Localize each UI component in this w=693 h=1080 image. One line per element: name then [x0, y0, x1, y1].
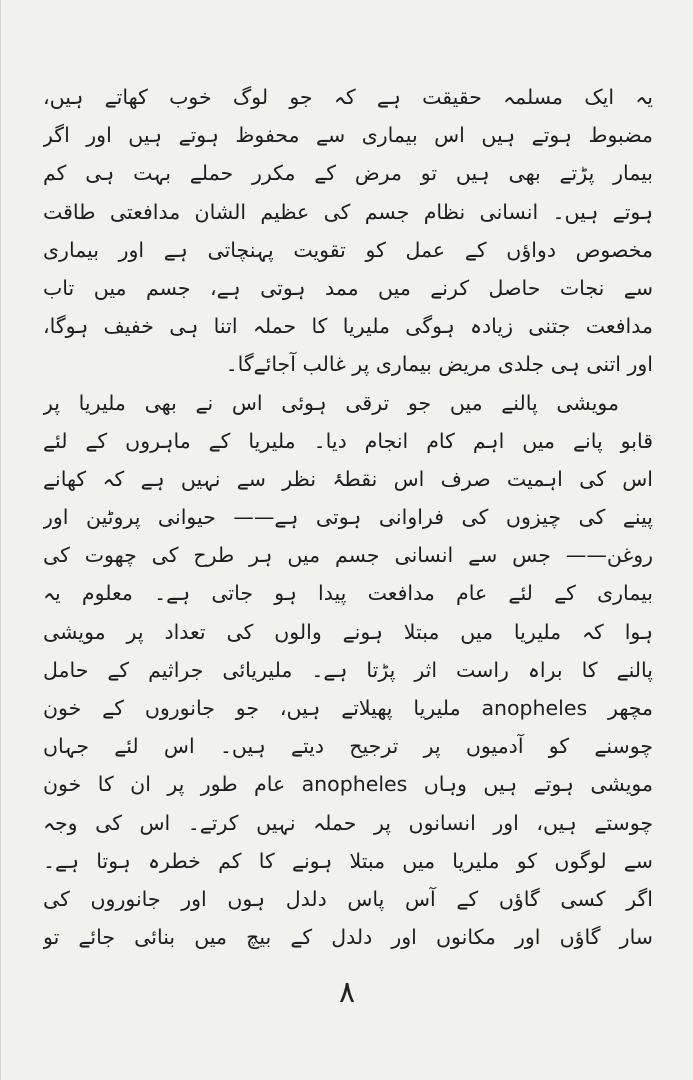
- text-line: مخصوص دواؤں کے عمل کو تقویت پہنچاتی ہے اور بیماری: [43, 237, 653, 262]
- text-line: چوستے ہیں، اور انسانوں پر حملہ نہیں کرتے۔ اس کی وجہ: [43, 810, 653, 835]
- body-text: [43, 78, 653, 956]
- text-line: بیماری کے لئے عام مدافعت پیدا ہو جاتی ہے۔ معلوم یہ: [43, 581, 653, 606]
- text-line: ہوتے ہیں۔ انسانی نظام جسم کی عظیم الشان مدافعتی طاقت: [43, 199, 653, 224]
- page-number: ۸: [338, 975, 356, 1010]
- text-line: روغن—— جس سے انسانی جسم میں ہر طرح کی چھوت کی: [43, 543, 653, 568]
- text-line: ہوا کہ ملیریا میں مبتلا ہونے والوں کی تعداد پر مویشی: [43, 619, 653, 644]
- text-line: چوسنے کو آدمیوں پر ترجیح دیتے ہیں۔ اس لئے جہاں: [43, 734, 653, 759]
- text-line: اگر کسی گاؤں کے آس پاس دلدل ہوں اور جانوروں کی: [43, 886, 653, 911]
- text-line: بیمار پڑتے بھی ہیں تو مرض کے مکرر حملے بہت ہی کم: [43, 161, 653, 186]
- text-line: یہ ایک مسلمہ حقیقت ہے کہ جو لوگ خوب کھاتے ہیں،: [43, 85, 653, 109]
- text-line: قابو پانے میں اہم کام انجام دیا۔ ملیریا کے ماہروں کے لئے: [43, 428, 653, 453]
- text-line: اس کی اہمیت صرف اس نقطۂ نظر سے نہیں ہے کہ کھانے: [43, 466, 653, 491]
- text-line: مچھر anopheles ملیریا پھیلاتے ہیں، جو جانوروں کے خون: [43, 696, 653, 720]
- text-line: پینے کی چیزوں کی فراوانی ہوتی ہے—— حیوانی پروٹین اور: [43, 505, 653, 530]
- text-line: سار گاؤں اور مکانوں اور دلدل کے بیچ میں بنائی جائے تو: [43, 925, 653, 950]
- text-line: پالنے کا براہ راست اثر پڑتا ہے۔ ملیریائی جراثیم کے حامل: [43, 657, 653, 682]
- text-line: سے نجات حاصل کرنے میں ممد ہوتی ہے، جسم میں تاب: [43, 275, 653, 300]
- paragraph-start-line: مویشی پالنے میں جو ترقی ہوئی اس نے بھی ملیریا پر: [43, 390, 619, 415]
- text-line: مضبوط ہوتے ہیں اس بیماری سے محفوظ ہوتے ہیں اور اگر: [43, 123, 653, 148]
- paragraph-end-line: اور اتنی ہی جلدی مریض بیماری پر غالب آجائےگا۔: [225, 352, 653, 377]
- text-line: سے لوگوں کو ملیریا میں مبتلا ہونے کا کم خطرہ ہوتا ہے۔: [43, 848, 653, 873]
- text-line: مدافعت جتنی زیادہ ہوگی ملیریا کا حملہ اتنا ہی خفیف ہوگا،: [43, 314, 653, 339]
- text-line: مویشی ہوتے ہیں وہاں anopheles عام طور پر ان کا خون: [43, 772, 653, 797]
